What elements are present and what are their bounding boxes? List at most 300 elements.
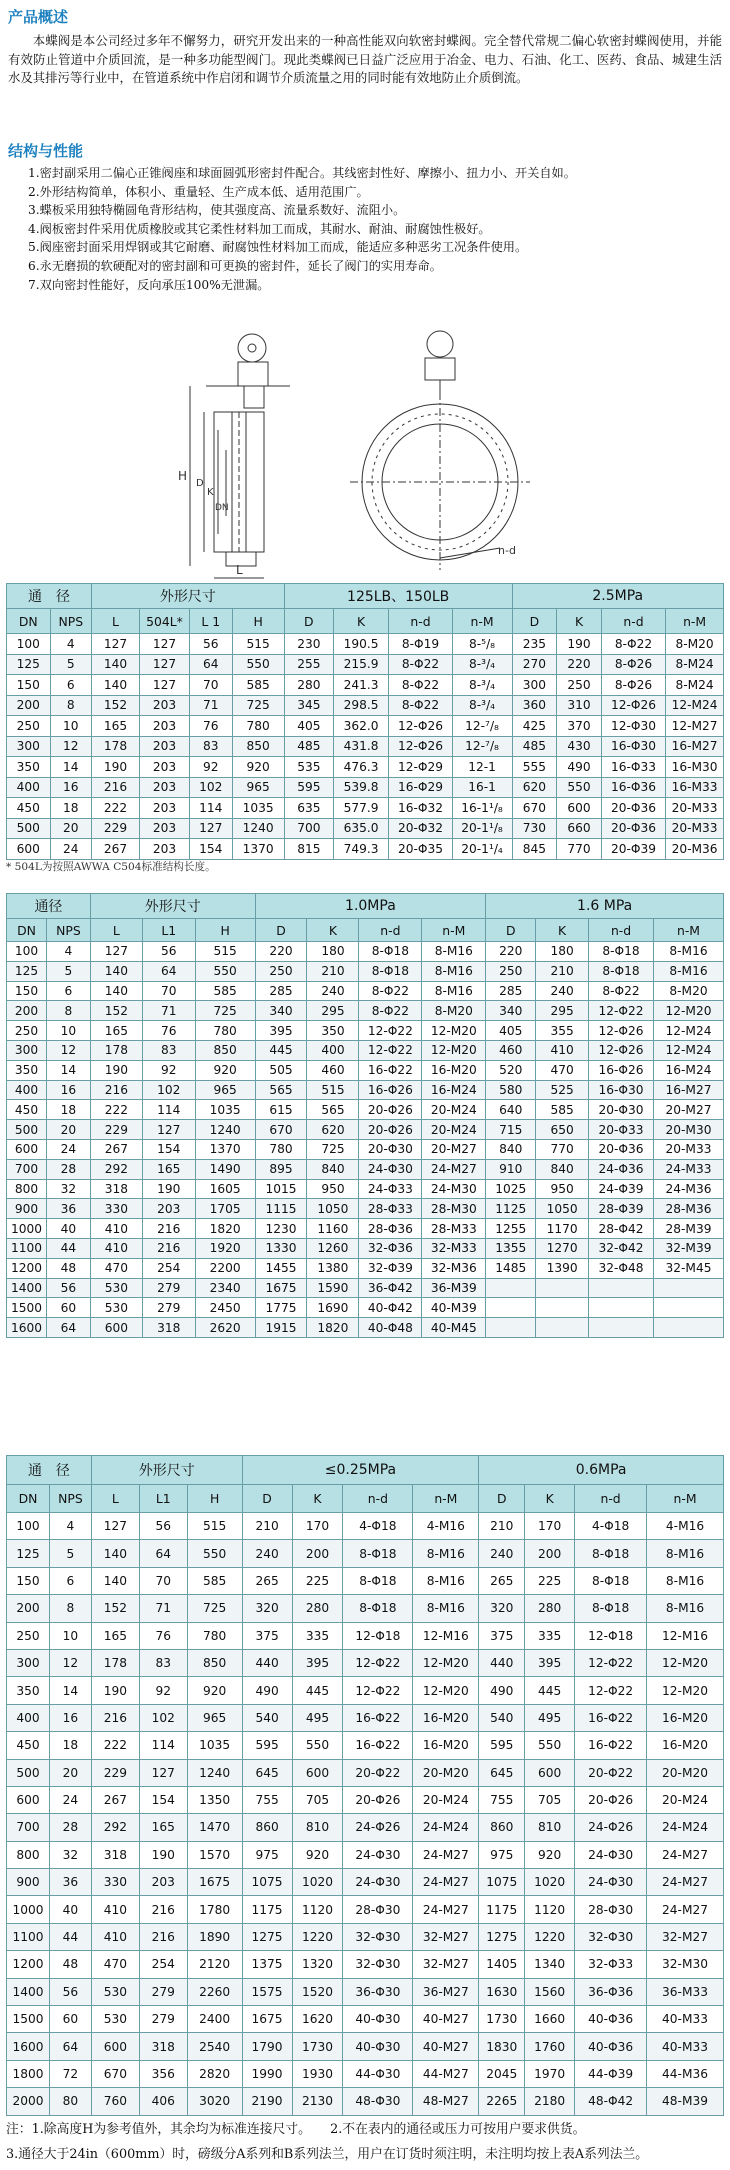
table-cell: 24-Φ30	[575, 1869, 647, 1896]
table-cell: 28-M36	[654, 1199, 724, 1219]
table-cell: 580	[486, 1080, 536, 1100]
table-cell: 203	[139, 757, 189, 778]
table-cell: 200	[7, 1001, 47, 1021]
table-cell: 125	[7, 961, 47, 981]
table-cell: 295	[307, 1001, 359, 1021]
table-cell: 3020	[187, 2088, 242, 2115]
table-cell: 32-M39	[654, 1238, 724, 1258]
table-cell: 190	[142, 1179, 195, 1199]
table-cell: 550	[525, 1732, 575, 1759]
table-cell: 216	[91, 1704, 139, 1731]
table-cell: 640	[486, 1100, 536, 1120]
table-cell: 2180	[525, 2088, 575, 2115]
column-header: NPS	[49, 1485, 91, 1513]
table-cell: 24	[46, 1139, 90, 1159]
table-cell: 1590	[307, 1278, 359, 1298]
table-cell: 44	[46, 1238, 90, 1258]
table-cell: 1915	[255, 1318, 307, 1338]
table-cell: 240	[536, 981, 589, 1001]
table-row	[7, 1199, 724, 1219]
table-cell	[486, 1318, 536, 1338]
table-cell: 125	[7, 654, 51, 675]
table-cell: 40-Φ42	[359, 1298, 422, 1318]
table-cell	[536, 1298, 589, 1318]
column-header: n-d	[575, 1485, 647, 1513]
table-cell: 40-M33	[647, 2033, 724, 2060]
table-cell: 254	[139, 1951, 187, 1978]
table-cell: 12-M16	[647, 1622, 724, 1649]
table-cell: 1240	[232, 818, 284, 839]
table-cell: 32-M27	[413, 1923, 479, 1950]
table-cell: 18	[50, 798, 91, 819]
table-cell: 32-Φ48	[589, 1258, 654, 1278]
table-cell: 8-Φ22	[589, 981, 654, 1001]
table-cell: 240	[242, 1540, 292, 1567]
table-cell: 410	[91, 1896, 139, 1923]
table-cell: 500	[7, 1120, 47, 1140]
table-cell: 40-M33	[647, 2006, 724, 2033]
table-cell: 450	[7, 1100, 47, 1120]
table-cell: 71	[139, 1595, 187, 1622]
valve-side-view	[190, 334, 290, 578]
table-cell: 24	[50, 839, 91, 860]
label-D: D	[196, 478, 204, 489]
table-cell: 200	[7, 1595, 50, 1622]
column-header: 504L*	[139, 609, 189, 634]
table-cell: 395	[525, 1649, 575, 1676]
table-row	[7, 1978, 724, 2005]
table-cell: 16-M33	[666, 777, 724, 798]
table-row	[7, 818, 724, 839]
table-cell: 285	[255, 981, 307, 1001]
table-cell: 20-M27	[422, 1139, 486, 1159]
table-cell: 12-Φ26	[601, 695, 665, 716]
table-cell: 425	[512, 716, 557, 737]
table-cell: 14	[49, 1677, 91, 1704]
table-row	[7, 981, 724, 1001]
table-cell: 1400	[7, 1278, 47, 1298]
table-cell: 220	[255, 942, 307, 962]
table-cell: 1730	[292, 2033, 343, 2060]
table-cell: 318	[90, 1179, 142, 1199]
table-cell: 24-M27	[413, 1896, 479, 1923]
table-cell: 8-M16	[654, 942, 724, 962]
table-row	[7, 2033, 724, 2060]
table-cell: 1320	[292, 1951, 343, 1978]
table-cell: 595	[242, 1732, 292, 1759]
table-cell: 12-M27	[666, 716, 724, 737]
table-cell: 8-M20	[422, 1001, 486, 1021]
column-header: n-d	[389, 609, 452, 634]
table-cell: 20-Φ32	[389, 818, 452, 839]
column-header: n-M	[666, 609, 724, 634]
table-cell: 127	[142, 1120, 195, 1140]
table-cell: 8-Φ18	[343, 1540, 413, 1567]
table-cell: 330	[90, 1199, 142, 1219]
table-cell: 1370	[232, 839, 284, 860]
table-cell: 16-Φ22	[575, 1732, 647, 1759]
table-cell: 24-Φ30	[343, 1841, 413, 1868]
table-cell: 265	[479, 1567, 525, 1594]
table-cell: 850	[187, 1649, 242, 1676]
table-cell: 8-Φ18	[359, 942, 422, 962]
table-cell: 1125	[486, 1199, 536, 1219]
table-cell: 70	[142, 981, 195, 1001]
table-cell: 178	[91, 1649, 139, 1676]
table-cell: 431.8	[333, 736, 389, 757]
table-cell: 335	[292, 1622, 343, 1649]
column-header: L	[91, 609, 139, 634]
table-row	[7, 839, 724, 860]
table-row	[7, 634, 724, 655]
table-cell: 16-Φ26	[359, 1080, 422, 1100]
table-cell: 1170	[536, 1219, 589, 1239]
table-cell: 18	[49, 1732, 91, 1759]
header-pressure-1: 125LB、150LB	[284, 584, 512, 609]
table-cell: 8-M24	[666, 675, 724, 696]
header-pressure-2: 2.5MPa	[512, 584, 723, 609]
table-cell: 24-Φ30	[359, 1159, 422, 1179]
table-cell: 16-1¹/₈	[452, 798, 512, 819]
column-headers	[7, 1485, 724, 1513]
table-cell: 2340	[195, 1278, 255, 1298]
table-cell: 1260	[307, 1238, 359, 1258]
table-cell: 36-Φ42	[359, 1278, 422, 1298]
table-cell: 24-Φ39	[589, 1179, 654, 1199]
table-cell: 515	[195, 942, 255, 962]
table-cell: 10	[50, 716, 91, 737]
table-cell: 92	[190, 757, 232, 778]
table-cell: 1920	[195, 1238, 255, 1258]
table-cell: 270	[512, 654, 557, 675]
table-cell: 210	[242, 1513, 292, 1540]
table-cell: 60	[49, 2006, 91, 2033]
table-cell: 265	[242, 1567, 292, 1594]
table-cell: 114	[139, 1732, 187, 1759]
table-cell: 20-Φ30	[589, 1100, 654, 1120]
table-cell: 965	[187, 1704, 242, 1731]
table-cell: 2820	[187, 2060, 242, 2087]
table-cell: 8-Φ22	[359, 1001, 422, 1021]
table-cell: 1075	[479, 1869, 525, 1896]
table-cell: 8-Φ22	[389, 675, 452, 696]
table-cell: 203	[139, 736, 189, 757]
table-cell: 620	[307, 1120, 359, 1140]
table-cell: 32-Φ30	[343, 1951, 413, 1978]
table-row	[7, 1896, 724, 1923]
table-cell: 152	[91, 695, 139, 716]
table-cell: 203	[139, 695, 189, 716]
table-cell: 12-⁷/₈	[452, 736, 512, 757]
column-header: DN	[7, 609, 51, 634]
table-cell: 470	[536, 1060, 589, 1080]
table-cell: 410	[536, 1040, 589, 1060]
table-cell: 1120	[292, 1896, 343, 1923]
table-cell: 840	[486, 1139, 536, 1159]
table-cell: 16-Φ26	[589, 1060, 654, 1080]
feature-item: 1.密封副采用二偏心正锥阀座和球面圆弧形密封件配合。其线密封性好、摩擦小、扭力小、开关自如。	[28, 166, 576, 180]
header-dimensions: 外形尺寸	[91, 1456, 242, 1485]
table-cell: 670	[255, 1120, 307, 1140]
table-cell: 16-Φ22	[343, 1732, 413, 1759]
table-cell: 1890	[187, 1923, 242, 1950]
table-cell: 28-Φ42	[589, 1219, 654, 1239]
table-cell: 8-Φ18	[575, 1595, 647, 1622]
table-cell: 71	[190, 695, 232, 716]
table-cell: 102	[139, 1704, 187, 1731]
table-row	[7, 1649, 724, 1676]
table-row	[7, 716, 724, 737]
table-cell: 1020	[292, 1869, 343, 1896]
table-cell: 400	[7, 1704, 50, 1731]
table-cell: 64	[142, 961, 195, 981]
table-row	[7, 757, 724, 778]
table-row	[7, 1841, 724, 1868]
table-cell: 520	[486, 1060, 536, 1080]
table-cell: 20-Φ22	[575, 1759, 647, 1786]
header-pressure-2: 0.6MPa	[479, 1456, 724, 1485]
table-cell	[589, 1318, 654, 1338]
table-cell: 620	[512, 777, 557, 798]
header-diameter: 通 径	[7, 1456, 92, 1485]
table-cell: 540	[242, 1704, 292, 1731]
table-cell: 850	[195, 1040, 255, 1060]
table-cell: 1270	[536, 1238, 589, 1258]
column-header: K	[292, 1485, 343, 1513]
column-header: n-d	[359, 919, 422, 942]
table-cell: 216	[90, 1080, 142, 1100]
table-cell: 12-M20	[413, 1677, 479, 1704]
table-cell: 8-Φ26	[601, 675, 665, 696]
table-cell: 12	[49, 1649, 91, 1676]
table-cell: 300	[7, 736, 51, 757]
table-cell: 5	[49, 1540, 91, 1567]
table-row	[7, 1298, 724, 1318]
table-cell: 900	[7, 1869, 50, 1896]
table-cell: 1160	[307, 1219, 359, 1239]
table-row	[7, 2006, 724, 2033]
table-cell: 36-M27	[413, 1978, 479, 2005]
table-cell: 585	[187, 1567, 242, 1594]
table-cell: 705	[292, 1786, 343, 1813]
header-pressure-2: 1.6 MPa	[486, 894, 724, 919]
header-dimensions: 外形尺寸	[91, 584, 284, 609]
table-cell: 100	[7, 1513, 50, 1540]
table-cell: 530	[90, 1298, 142, 1318]
table-cell: 44-Φ30	[343, 2060, 413, 2087]
table-cell: 64	[49, 2033, 91, 2060]
table-cell: 16-M30	[666, 757, 724, 778]
table-cell: 1020	[525, 1869, 575, 1896]
table-cell: 410	[90, 1219, 142, 1239]
table-cell: 216	[139, 1896, 187, 1923]
table-cell: 705	[525, 1786, 575, 1813]
table-cell: 12-M24	[666, 695, 724, 716]
table-cell: 16-M27	[654, 1080, 724, 1100]
column-header: n-M	[452, 609, 512, 634]
table-cell: 16-Φ22	[359, 1060, 422, 1080]
table-cell: 76	[190, 716, 232, 737]
table-cell: 360	[512, 695, 557, 716]
table-cell: 250	[486, 961, 536, 981]
table-cell: 460	[486, 1040, 536, 1060]
table-cell: 127	[190, 818, 232, 839]
table-cell: 203	[139, 798, 189, 819]
table-cell: 920	[292, 1841, 343, 1868]
feature-item: 4.阀板密封件采用优质橡胶或其它柔性材料加工而成，其耐水、耐油、耐腐蚀性极好。	[28, 221, 491, 236]
table-cell: 8-Φ18	[575, 1567, 647, 1594]
table-cell: 20-Φ36	[589, 1139, 654, 1159]
table-cell: 4	[50, 634, 91, 655]
table-cell: 20-Φ26	[359, 1120, 422, 1140]
table-cell: 64	[139, 1540, 187, 1567]
table-cell: 577.9	[333, 798, 389, 819]
table-cell: 178	[91, 736, 139, 757]
table-cell: 405	[284, 716, 333, 737]
table-cell: 12-Φ22	[359, 1040, 422, 1060]
table-cell: 405	[486, 1021, 536, 1041]
table-cell: 254	[142, 1258, 195, 1278]
table-cell: 279	[142, 1298, 195, 1318]
table-cell: 539.8	[333, 777, 389, 798]
table-cell: 83	[139, 1649, 187, 1676]
table-cell: 280	[292, 1595, 343, 1622]
column-header: L 1	[190, 609, 232, 634]
table-cell: 40	[46, 1219, 90, 1239]
table-1mpa-16mpa	[6, 893, 724, 1338]
table-cell: 1490	[195, 1159, 255, 1179]
table-cell: 127	[139, 675, 189, 696]
table-cell: 210	[307, 961, 359, 981]
table-cell: 8-Φ18	[359, 961, 422, 981]
table-row	[7, 1567, 724, 1594]
table-cell: 375	[242, 1622, 292, 1649]
table-cell: 6	[46, 981, 90, 1001]
table-cell: 8-M24	[666, 654, 724, 675]
column-header: n-M	[422, 919, 486, 942]
table-cell: 530	[90, 1278, 142, 1298]
table-cell: 1675	[242, 2006, 292, 2033]
table-cell	[654, 1278, 724, 1298]
table-cell: 92	[139, 1677, 187, 1704]
table-cell: 267	[90, 1139, 142, 1159]
table-cell: 216	[142, 1219, 195, 1239]
table-cell: 440	[242, 1649, 292, 1676]
table-cell: 4-Φ18	[575, 1513, 647, 1540]
table-cell: 1175	[479, 1896, 525, 1923]
table-row	[7, 1258, 724, 1278]
table-cell: 76	[142, 1021, 195, 1041]
table-cell: 71	[142, 1001, 195, 1021]
table-cell: 76	[139, 1622, 187, 1649]
table-cell: 8-³/₄	[452, 654, 512, 675]
table-cell: 1220	[525, 1923, 575, 1950]
table-row	[7, 961, 724, 981]
table-cell: 48-M39	[647, 2088, 724, 2115]
table-cell: 1390	[536, 1258, 589, 1278]
header-dimensions: 外形尺寸	[90, 894, 255, 919]
table-cell: 70	[190, 675, 232, 696]
table-row	[7, 1595, 724, 1622]
table-cell: 20-M33	[666, 798, 724, 819]
table-cell: 2200	[195, 1258, 255, 1278]
table-cell: 318	[139, 2033, 187, 2060]
table-cell: 565	[255, 1080, 307, 1100]
table-cell: 8-M16	[413, 1540, 479, 1567]
table-cell: 725	[195, 1001, 255, 1021]
table-cell: 36-M33	[647, 1978, 724, 2005]
table-cell: 2400	[187, 2006, 242, 2033]
table-cell: 6	[49, 1567, 91, 1594]
column-header: L1	[142, 919, 195, 942]
table-cell: 180	[536, 942, 589, 962]
table-cell: 1050	[307, 1199, 359, 1219]
label-H: H	[178, 469, 188, 483]
table-cell: 600	[292, 1759, 343, 1786]
table-cell: 178	[90, 1040, 142, 1060]
table-cell: 965	[195, 1080, 255, 1100]
table-cell: 28-Φ33	[359, 1199, 422, 1219]
table-row	[7, 1869, 724, 1896]
table-row	[7, 942, 724, 962]
table-row	[7, 1704, 724, 1731]
table-cell: 1100	[7, 1238, 47, 1258]
table-row	[7, 798, 724, 819]
table-cell: 44-M36	[647, 2060, 724, 2087]
table-cell: 225	[292, 1567, 343, 1594]
table-cell: 800	[7, 1841, 50, 1868]
table-cell: 2130	[292, 2088, 343, 2115]
table-cell: 48	[46, 1258, 90, 1278]
table-cell: 125	[7, 1540, 50, 1567]
table-cell: 1115	[255, 1199, 307, 1219]
table-cell: 1820	[307, 1318, 359, 1338]
table-cell: 8-M20	[666, 634, 724, 655]
table-cell: 292	[90, 1159, 142, 1179]
table-cell: 8-M16	[647, 1567, 724, 1594]
table-cell: 100	[7, 942, 47, 962]
table-row	[7, 1951, 724, 1978]
table-cell: 4	[46, 942, 90, 962]
table-cell: 725	[307, 1139, 359, 1159]
table-cell: 1400	[7, 1978, 50, 2005]
table-cell: 300	[7, 1040, 47, 1060]
table-cell: 500	[7, 818, 51, 839]
table-cell: 1690	[307, 1298, 359, 1318]
table-cell: 200	[525, 1540, 575, 1567]
table-cell: 32-M27	[413, 1951, 479, 1978]
label-nd: n-d	[498, 544, 516, 557]
table-cell: 20-Φ36	[601, 818, 665, 839]
table-row	[7, 1159, 724, 1179]
table-cell: 102	[190, 777, 232, 798]
table-cell: 8-Φ22	[389, 654, 452, 675]
table-cell: 660	[557, 818, 602, 839]
table-cell: 700	[284, 818, 333, 839]
table-cell: 450	[7, 1732, 50, 1759]
table-cell: 670	[512, 798, 557, 819]
table-cell: 40-Φ48	[359, 1318, 422, 1338]
table-cell: 24-Φ26	[575, 1814, 647, 1841]
table-cell: 32-M33	[422, 1238, 486, 1258]
column-header: n-M	[413, 1485, 479, 1513]
table-cell: 165	[142, 1159, 195, 1179]
table-cell: 2540	[187, 2033, 242, 2060]
table-cell: 100	[7, 634, 51, 655]
table-cell: 20-Φ22	[343, 1759, 413, 1786]
table-cell: 1705	[195, 1199, 255, 1219]
column-header: D	[486, 919, 536, 942]
